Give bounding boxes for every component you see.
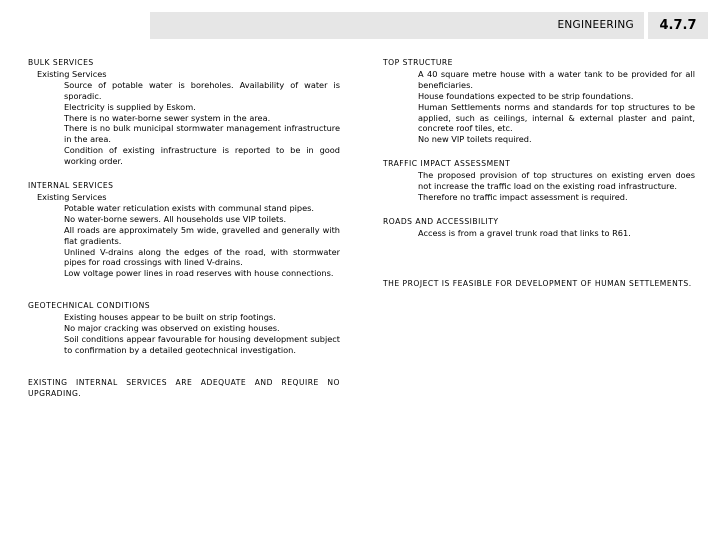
header-bar (150, 12, 644, 39)
internal-services-heading: INTERNAL SERVICES (28, 181, 114, 191)
top-item-vip: No new VIP toilets required. (418, 134, 532, 145)
bulk-item-condition: Condition of existing infrastructure is reported to be in good working order. (64, 145, 340, 167)
bulk-item-electricity: Electricity is supplied by Eskom. (64, 101, 196, 112)
top-structure-heading: TOP STRUCTURE (383, 58, 453, 67)
geo-item-cracking: No major cracking was observed on existing houses. (64, 323, 280, 334)
bulk-services-heading: BULK SERVICES (28, 58, 94, 67)
left-column (28, 58, 340, 400)
top-item-norms: Human Settlements norms and standards for top structures to be applied, such as ceilings, internal & external plaster and paint, concrete roof tiles, etc. (418, 101, 695, 134)
traffic-item-assessment: Therefore no traffic impact assessment is required. (418, 191, 628, 202)
project-feasibility-conclusion: THE PROJECT IS FEASIBLE FOR DEVELOPMENT OF HUMAN SETTLEMENTS. (383, 278, 692, 288)
roads-heading: ROADS AND ACCESSIBILITY (383, 216, 499, 226)
bulk-item-stormwater: There is no bulk municipal stormwater management infrastructure in the area. (64, 123, 340, 145)
roads-item-access: Access is from a gravel trunk road that links to R61. (418, 227, 631, 238)
top-item-foundations: House foundations expected to be strip foundations. (418, 90, 634, 101)
bulk-item-water: Source of potable water is boreholes. Availability of water is sporadic. (64, 79, 340, 101)
top-item-house: A 40 square metre house with a water tank to be provided for all beneficiaries. (418, 68, 695, 90)
internal-item-power: Low voltage power lines in road reserves with house connections. (64, 268, 334, 279)
internal-item-sewers: No water-borne sewers. All households use VIP toilets. (64, 213, 287, 224)
geo-item-soil: Soil conditions appear favourable for housing development subject to confirmation by a detailed geotechnical investigation. (64, 333, 340, 355)
section-number: 4.7.7 (648, 12, 708, 39)
geotechnical-heading: GEOTECHNICAL CONDITIONS (28, 301, 151, 311)
bulk-existing-services-subheading: Existing Services (37, 68, 107, 79)
internal-existing-services-subheading: Existing Services (37, 191, 107, 202)
right-column (383, 58, 695, 290)
internal-item-drains: Unlined V-drains along the edges of the road, with stormwater pipes for road crossings with lined V-drains. (64, 246, 340, 268)
traffic-heading: TRAFFIC IMPACT ASSESSMENT (383, 159, 511, 169)
geo-item-footings: Existing houses appear to be built on strip footings. (64, 312, 276, 323)
page-title: ENGINEERING (557, 19, 634, 31)
internal-services-conclusion: EXISTING INTERNAL SERVICES ARE ADEQUATE AND REQUIRE NO UPGRADING. (28, 377, 340, 398)
internal-item-water: Potable water reticulation exists with communal stand pipes. (64, 202, 315, 213)
bulk-item-sewer: There is no water-borne sewer system in the area. (64, 112, 271, 123)
internal-item-roads: All roads are approximately 5m wide, gravelled and generally with flat gradients. (64, 224, 340, 246)
traffic-item-load: The proposed provision of top structures on existing erven does not increase the traffic load on the existing road infrastructure. (418, 170, 695, 192)
